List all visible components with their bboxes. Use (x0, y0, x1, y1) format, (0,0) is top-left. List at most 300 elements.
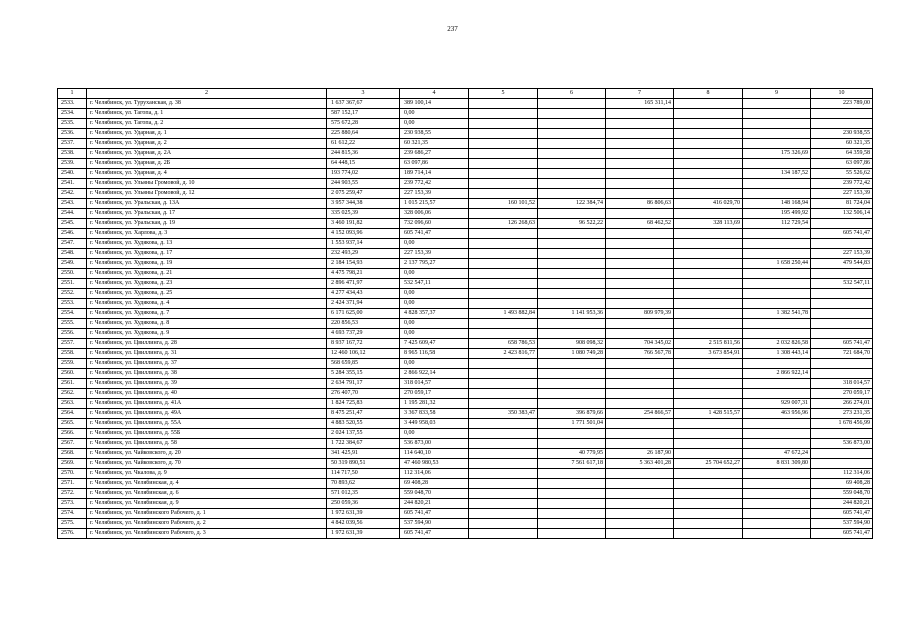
amount-cell (469, 189, 538, 199)
amount-cell (743, 249, 811, 259)
table-row (58, 139, 873, 149)
amount-cell: 86 806,63 (606, 199, 674, 209)
amount-cell: 1 972 631,39 (327, 529, 400, 539)
amount-cell: 704 345,02 (606, 339, 674, 349)
address-cell: г. Челябинск, ул. Тагопа, д. 2 (87, 119, 327, 129)
amount-cell: 1 972 631,39 (327, 509, 400, 519)
amount-cell: 0,00 (400, 299, 469, 309)
amount-cell (674, 529, 743, 539)
amount-cell: 2 423 816,77 (469, 349, 538, 359)
amount-cell: 270 059,17 (400, 389, 469, 399)
amount-cell (606, 119, 674, 129)
table-row (58, 419, 873, 429)
amount-cell (674, 329, 743, 339)
amount-cell: 2 184 154,93 (327, 259, 400, 269)
amount-cell: 328 113,69 (674, 219, 743, 229)
row-number: 2547. (58, 239, 87, 249)
amount-cell (674, 129, 743, 139)
amount-cell (469, 229, 538, 239)
table-row (58, 319, 873, 329)
row-number: 2539. (58, 159, 87, 169)
amount-cell: 2 024 137,55 (327, 429, 400, 439)
amount-cell: 239 772,42 (811, 179, 873, 189)
amount-cell: 809 979,39 (606, 309, 674, 319)
data-table (57, 88, 873, 539)
amount-cell (606, 469, 674, 479)
address-cell: г. Челябинск, ул. Худякова, д. 13 (87, 239, 327, 249)
amount-cell: 908 098,32 (538, 339, 606, 349)
amount-cell (606, 129, 674, 139)
amount-cell (743, 329, 811, 339)
amount-cell (538, 499, 606, 509)
amount-cell (811, 429, 873, 439)
table-row (58, 109, 873, 119)
amount-cell (538, 519, 606, 529)
amount-cell (538, 289, 606, 299)
row-number: 2533. (58, 99, 87, 109)
amount-cell: 225 880,64 (327, 129, 400, 139)
amount-cell (674, 299, 743, 309)
amount-cell (674, 439, 743, 449)
amount-cell (674, 429, 743, 439)
amount-cell: 1 637 367,67 (327, 99, 400, 109)
amount-cell (469, 239, 538, 249)
amount-cell: 3 449 958,03 (400, 419, 469, 429)
amount-cell (469, 319, 538, 329)
amount-cell (606, 209, 674, 219)
amount-cell (743, 489, 811, 499)
amount-cell (469, 489, 538, 499)
row-number: 2542. (58, 189, 87, 199)
table-row (58, 149, 873, 159)
amount-cell (538, 389, 606, 399)
amount-cell (538, 379, 606, 389)
table-row (58, 359, 873, 369)
address-cell: г. Челябинск, ул. Чайковского, д. 70 (87, 459, 327, 469)
address-cell: г. Челябинск, ул. Цвиллинга, д. 58 (87, 439, 327, 449)
amount-cell (538, 529, 606, 539)
amount-cell (674, 379, 743, 389)
amount-cell: 112 314,06 (400, 469, 469, 479)
amount-cell (538, 439, 606, 449)
table-row (58, 529, 873, 539)
address-cell: г. Челябинск, ул. Худякова, д. 17 (87, 249, 327, 259)
table-row (58, 369, 873, 379)
amount-cell (743, 189, 811, 199)
row-number: 2536. (58, 129, 87, 139)
row-number: 2541. (58, 179, 87, 189)
address-cell: г. Челябинск, ул. Ударная, д. 2 (87, 139, 327, 149)
row-number: 2544. (58, 209, 87, 219)
amount-cell (606, 359, 674, 369)
amount-cell (811, 119, 873, 129)
amount-cell: 4 693 737,29 (327, 329, 400, 339)
amount-cell: 766 567,78 (606, 349, 674, 359)
amount-cell (674, 469, 743, 479)
amount-cell (606, 329, 674, 339)
table-row (58, 189, 873, 199)
amount-cell: 1 553 937,14 (327, 239, 400, 249)
amount-cell: 250 059,36 (327, 499, 400, 509)
amount-cell: 26 187,90 (606, 449, 674, 459)
amount-cell (606, 269, 674, 279)
amount-cell (469, 529, 538, 539)
amount-cell (469, 159, 538, 169)
amount-cell (469, 129, 538, 139)
amount-cell (538, 479, 606, 489)
amount-cell: 244 820,21 (811, 499, 873, 509)
header-cell: 2 (87, 89, 327, 99)
amount-cell (811, 359, 873, 369)
header-cell: 3 (327, 89, 400, 99)
amount-cell: 0,00 (400, 239, 469, 249)
amount-cell (606, 189, 674, 199)
row-number: 2553. (58, 299, 87, 309)
amount-cell: 2 866 922,14 (743, 369, 811, 379)
amount-cell (743, 529, 811, 539)
amount-cell (606, 509, 674, 519)
row-number: 2568. (58, 449, 87, 459)
amount-cell (538, 249, 606, 259)
table-row (58, 129, 873, 139)
address-cell: г. Челябинск, ул. Худякова, д. 21 (87, 269, 327, 279)
amount-cell: 175 326,69 (743, 149, 811, 159)
amount-cell (469, 469, 538, 479)
amount-cell (743, 379, 811, 389)
amount-cell (606, 249, 674, 259)
table-row (58, 379, 873, 389)
amount-cell (811, 289, 873, 299)
amount-cell (469, 289, 538, 299)
amount-cell (606, 179, 674, 189)
address-cell: г. Челябинск, ул. Цвиллинга, д. 55Б (87, 429, 327, 439)
amount-cell (538, 429, 606, 439)
amount-cell: 8 475 251,47 (327, 409, 400, 419)
amount-cell: 4 152 093,96 (327, 229, 400, 239)
amount-cell (538, 109, 606, 119)
amount-cell: 60 321,35 (811, 139, 873, 149)
amount-cell: 230 938,55 (400, 129, 469, 139)
amount-cell (674, 159, 743, 169)
amount-cell (606, 429, 674, 439)
amount-cell: 605 741,47 (811, 509, 873, 519)
table-row (58, 219, 873, 229)
amount-cell (538, 139, 606, 149)
amount-cell (606, 529, 674, 539)
amount-cell: 273 231,35 (811, 409, 873, 419)
amount-cell: 266 274,01 (811, 399, 873, 409)
row-number: 2563. (58, 399, 87, 409)
amount-cell: 536 873,00 (811, 439, 873, 449)
address-cell: г. Челябинск, ул. Харлова, д. 3 (87, 229, 327, 239)
amount-cell: 3 460 191,82 (327, 219, 400, 229)
address-cell: г. Челябинск, ул. Туруханская, д. 38 (87, 99, 327, 109)
amount-cell (674, 419, 743, 429)
amount-cell (538, 189, 606, 199)
amount-cell (743, 229, 811, 239)
amount-cell (606, 419, 674, 429)
header-cell: 10 (811, 89, 873, 99)
row-number: 2554. (58, 309, 87, 319)
amount-cell (811, 299, 873, 309)
amount-cell: 0,00 (400, 269, 469, 279)
amount-cell: 3 673 854,91 (674, 349, 743, 359)
table-row (58, 389, 873, 399)
table-row (58, 439, 873, 449)
amount-cell (538, 399, 606, 409)
amount-cell: 559 048,70 (400, 489, 469, 499)
amount-cell (606, 229, 674, 239)
amount-cell: 4 883 520,55 (327, 419, 400, 429)
amount-cell: 605 741,47 (811, 529, 873, 539)
amount-cell: 1 308 443,14 (743, 349, 811, 359)
amount-cell: 223 789,00 (811, 99, 873, 109)
table-row (58, 349, 873, 359)
amount-cell: 1 493 882,84 (469, 309, 538, 319)
amount-cell: 134 187,52 (743, 169, 811, 179)
row-number: 2571. (58, 479, 87, 489)
amount-cell (606, 399, 674, 409)
amount-cell (674, 209, 743, 219)
amount-cell (538, 229, 606, 239)
amount-cell (606, 489, 674, 499)
amount-cell (469, 169, 538, 179)
table-row (58, 479, 873, 489)
address-cell: г. Челябинск, ул. Уральская, д. 19 (87, 219, 327, 229)
amount-cell (469, 299, 538, 309)
amount-cell: 335 025,39 (327, 209, 400, 219)
amount-cell (469, 279, 538, 289)
amount-cell: 61 612,22 (327, 139, 400, 149)
amount-cell (469, 459, 538, 469)
amount-cell (743, 269, 811, 279)
amount-cell: 389 100,14 (400, 99, 469, 109)
address-cell: г. Челябинск, ул. Ульяны Громовой, д. 10 (87, 179, 327, 189)
table-row (58, 249, 873, 259)
table-row (58, 239, 873, 249)
amount-cell (674, 249, 743, 259)
amount-cell: 12 460 106,12 (327, 349, 400, 359)
amount-cell (469, 519, 538, 529)
amount-cell: 64 448,15 (327, 159, 400, 169)
address-cell: г. Челябинск, ул. Цвиллинга, д. 37 (87, 359, 327, 369)
table-row (58, 459, 873, 469)
amount-cell: 160 101,52 (469, 199, 538, 209)
amount-cell: 122 384,74 (538, 199, 606, 209)
amount-cell (674, 189, 743, 199)
amount-cell (469, 419, 538, 429)
amount-cell (674, 389, 743, 399)
amount-cell: 126 268,63 (469, 219, 538, 229)
address-cell: г. Челябинск, ул. Худякова, д. 9 (87, 329, 327, 339)
amount-cell: 1 428 515,57 (674, 409, 743, 419)
row-number: 2558. (58, 349, 87, 359)
amount-cell (469, 139, 538, 149)
amount-cell: 60 321,35 (400, 139, 469, 149)
amount-cell (606, 499, 674, 509)
amount-cell: 0,00 (400, 119, 469, 129)
table-row (58, 179, 873, 189)
amount-cell: 132 506,14 (811, 209, 873, 219)
address-cell: г. Челябинск, ул. Худякова, д. 23 (87, 279, 327, 289)
amount-cell: 2 634 791,17 (327, 379, 400, 389)
amount-cell (538, 259, 606, 269)
amount-cell (674, 179, 743, 189)
amount-cell: 396 879,66 (538, 409, 606, 419)
address-cell: г. Челябинск, ул. Цвиллинга, д. 41А (87, 399, 327, 409)
table-row (58, 449, 873, 459)
address-cell: г. Челябинск, ул. Уральская, д. 13А (87, 199, 327, 209)
address-cell: г. Челябинск, ул. Худякова, д. 4 (87, 299, 327, 309)
amount-cell (538, 469, 606, 479)
amount-cell: 165 311,14 (606, 99, 674, 109)
address-cell: г. Челябинск, ул. Чайковского, д. 20 (87, 449, 327, 459)
address-cell: г. Челябинск, ул. Ударная, д. 1 (87, 129, 327, 139)
amount-cell: 532 547,11 (811, 279, 873, 289)
header-cell: 5 (469, 89, 538, 99)
amount-cell: 1 771 501,04 (538, 419, 606, 429)
table-row (58, 339, 873, 349)
table-row (58, 159, 873, 169)
amount-cell (606, 279, 674, 289)
amount-cell (674, 99, 743, 109)
table-row (58, 269, 873, 279)
amount-cell: 148 168,94 (743, 199, 811, 209)
amount-cell: 47 672,24 (743, 449, 811, 459)
amount-cell: 605 741,47 (400, 229, 469, 239)
row-number: 2575. (58, 519, 87, 529)
amount-cell (538, 119, 606, 129)
row-number: 2576. (58, 529, 87, 539)
amount-cell (469, 449, 538, 459)
amount-cell: 239 772,42 (400, 179, 469, 189)
row-number: 2543. (58, 199, 87, 209)
amount-cell: 721 684,70 (811, 349, 873, 359)
amount-cell: 318 014,57 (811, 379, 873, 389)
address-cell: г. Челябинск, ул. Челябинская, д. 9 (87, 499, 327, 509)
amount-cell (811, 459, 873, 469)
table-row (58, 299, 873, 309)
amount-cell (743, 239, 811, 249)
address-cell: г. Челябинск, ул. Худякова, д. 7 (87, 309, 327, 319)
amount-cell (811, 369, 873, 379)
table-row (58, 119, 873, 129)
address-cell: г. Челябинск, ул. Худякова, д. 25 (87, 289, 327, 299)
amount-cell (743, 159, 811, 169)
row-number: 2549. (58, 259, 87, 269)
amount-cell: 4 842 039,56 (327, 519, 400, 529)
table-row (58, 399, 873, 409)
amount-cell: 568 659,85 (327, 359, 400, 369)
amount-cell (606, 379, 674, 389)
amount-cell: 1 678 456,99 (811, 419, 873, 429)
row-number: 2555. (58, 319, 87, 329)
amount-cell (743, 469, 811, 479)
amount-cell: 3 957 344,38 (327, 199, 400, 209)
amount-cell (743, 499, 811, 509)
amount-cell: 0,00 (400, 289, 469, 299)
amount-cell (674, 399, 743, 409)
amount-cell: 195 499,92 (743, 209, 811, 219)
header-cell: 7 (606, 89, 674, 99)
row-number: 2570. (58, 469, 87, 479)
amount-cell (674, 489, 743, 499)
address-cell: г. Челябинск, ул. Цвиллинга, д. 49А (87, 409, 327, 419)
amount-cell (469, 399, 538, 409)
row-number: 2560. (58, 369, 87, 379)
amount-cell (811, 309, 873, 319)
amount-cell (606, 169, 674, 179)
amount-cell: 575 672,28 (327, 119, 400, 129)
row-number: 2564. (58, 409, 87, 419)
amount-cell: 47 460 980,53 (400, 459, 469, 469)
address-cell: г. Челябинск, ул. Ульяны Громовой, д. 12 (87, 189, 327, 199)
amount-cell: 7 425 609,47 (400, 339, 469, 349)
table-row (58, 309, 873, 319)
address-cell: г. Челябинск, ул. Челябинская, д. 4 (87, 479, 327, 489)
amount-cell (674, 229, 743, 239)
amount-cell: 0,00 (400, 359, 469, 369)
amount-cell (469, 259, 538, 269)
amount-cell (469, 179, 538, 189)
amount-cell: 463 956,96 (743, 409, 811, 419)
amount-cell (538, 329, 606, 339)
amount-cell (538, 279, 606, 289)
amount-cell (469, 379, 538, 389)
amount-cell (743, 359, 811, 369)
address-cell: г. Челябинск, ул. Тагопа, д. 1 (87, 109, 327, 119)
amount-cell: 244 815,36 (327, 149, 400, 159)
amount-cell (606, 439, 674, 449)
row-number: 2567. (58, 439, 87, 449)
amount-cell: 112 729,54 (743, 219, 811, 229)
address-cell: г. Челябинск, ул. Чкалова, д. 9 (87, 469, 327, 479)
amount-cell (743, 389, 811, 399)
amount-cell (538, 129, 606, 139)
address-cell: г. Челябинск, ул. Ударная, д. 2Б (87, 159, 327, 169)
address-cell: г. Челябинск, ул. Ударная, д. 4 (87, 169, 327, 179)
amount-cell (743, 429, 811, 439)
row-number: 2565. (58, 419, 87, 429)
amount-cell: 254 866,57 (606, 409, 674, 419)
row-number: 2545. (58, 219, 87, 229)
amount-cell (538, 489, 606, 499)
amount-cell (743, 519, 811, 529)
amount-cell: 114 717,50 (327, 469, 400, 479)
address-cell: г. Челябинск, ул. Цвиллинга, д. 55А (87, 419, 327, 429)
amount-cell (606, 139, 674, 149)
amount-cell: 227 153,39 (400, 249, 469, 259)
amount-cell (606, 259, 674, 269)
amount-cell: 193 774,02 (327, 169, 400, 179)
amount-cell (743, 509, 811, 519)
amount-cell (469, 369, 538, 379)
amount-cell (469, 509, 538, 519)
table-row (58, 259, 873, 269)
table-row (58, 509, 873, 519)
table-row (58, 469, 873, 479)
row-number: 2550. (58, 269, 87, 279)
table-row (58, 489, 873, 499)
amount-cell (469, 269, 538, 279)
row-number: 2535. (58, 119, 87, 129)
amount-cell: 537 594,90 (400, 519, 469, 529)
address-cell: г. Челябинск, ул. Цвиллинга, д. 31 (87, 349, 327, 359)
page-number: 237 (447, 25, 458, 33)
amount-cell (743, 289, 811, 299)
amount-cell: 25 704 652,27 (674, 459, 743, 469)
header-cell: 6 (538, 89, 606, 99)
